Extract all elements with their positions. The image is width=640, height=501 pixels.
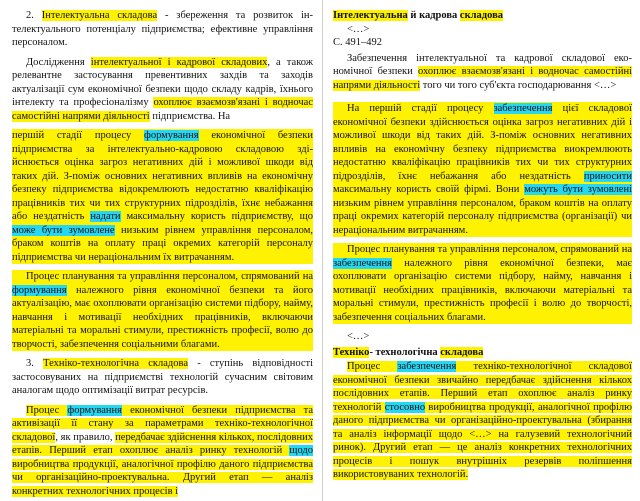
right-heading-1: Інтелектуальна й кадрова складова	[333, 10, 503, 21]
cyan-highlight: забезпечення	[397, 361, 457, 372]
cyan-highlight: формування	[12, 284, 67, 296]
left-paragraph-4: Процес планування та управління персоналом, спрямований на формування належного рівня економічної безпеки та його актуалізацію, має охоплювати організацію системи підбору, найму, навчання і мотивації необхідних працівників, включаючи матеріальні та моральні стимули, престижність професії, волю до творчості, забезпечення соціальними благами.	[12, 271, 313, 350]
left-paragraph-1: 2. Інтелектуальна складова - збереження та розвиток інтелектуального потенціалу підприємства; ефективне управління персоналом.	[12, 10, 314, 48]
cyan-highlight: приносити	[583, 170, 632, 182]
page-reference: С. 491–492	[333, 37, 383, 48]
ellipsis: <…>	[347, 23, 370, 35]
cyan-highlight: стосовно	[384, 401, 426, 413]
right-paragraph-3: Процес планування та управління персоналом, спрямований на забезпечення належного рівня економічної безпеки, має охоплювати організацію системи підбору, найму, навчання і мотивації необхідних працівників, включаючи матеріальні та моральні стимули, престижність професії і волю до творчості, забезпечення соціальних благами.	[333, 244, 632, 323]
cyan-highlight: щодо	[289, 445, 313, 456]
left-paragraph-6: Процес формування економічної безпеки підприємства та активізації її стану за параметрами техніко-технологічної складової, як правило, передбачає здійснення кількох, послідовних етапів. Перший етап охоплює аналіз ринку технологій щодо виробництва продукції, аналогічної профілю даного підприємства чи організаційно-проектувальна. Другий етап — аналіз конкретних технологічних процесів і	[12, 404, 314, 497]
left-paragraph-5: 3. Техніко-технологічна складова - ступінь відповідності застосовуваних на підприємстві технологій сучасним світовим аналогам щодо оптимізації витрат ресурсів.	[12, 358, 313, 396]
cyan-highlight: забезпечення	[333, 257, 392, 269]
highlight: Інтелектуальна складова	[41, 10, 158, 21]
right-paragraph-1: Забезпечення інтелектуальної та кадрової складової економічної безпеки охоплює взаємозв'язані і водночас самостійні напрями діяльності того чи того суб'єкта господарювання <…>	[333, 52, 632, 91]
cyan-highlight: може бути зумовлене	[12, 224, 115, 236]
left-paragraph-2: Дослідження інтелектуальної і кадрової складових, а також релевантне застосування превентивних захдів та заходів актуалізації сум економічної безпеки щодо складу кадрів, їхнього інтелекту та професіоналізму охоплює взаємозв'язані і водночас самостійні напрями діяльності підприємства. На	[12, 56, 313, 122]
right-paragraph-4: Процес забезпечення техніко-технологічної складової економічної безпеки звичайно передбачає здійснення кількох послідовних етапів. Перший етап охоплює аналіз ринку технологій стосовно виробництва продукції, аналогічної профілю даного підприємства чи організаційно-проектувальна (збирання та аналіз інформації щодо <…> на галузевий технологічний ринок). Другий етап — це аналіз конкретних технологічних процесів і пошук внутрішніх резервів поліпшення використовуваних технологій.	[333, 361, 632, 480]
highlight: охоплює взаємозв'язані і водночас самостійні напрями діяльності	[12, 97, 313, 122]
ellipsis: <…>	[347, 331, 370, 342]
left-paragraph-3: першій стадії процесу формування економічної безпеки підприємства за інтелектуально-кадровою складовою здійснюється оцінка загроз негативних дій і можливої шкоди від таких дій. З-поміж основних негативних впливів на економічну безпеку підприємства відокремлюють недостатню кваліфікацію працівників тих чи тих структурних підрозділів, їхнє небажання або нездатність надати максимальну користь підприємству, що може бути зумовлене низьким рівнем управління персоналом, браком коштів на оплату праці окремих категорій персоналу підприємства чи нераціональним їх витрачанням.	[12, 130, 313, 263]
cyan-highlight: формування	[67, 404, 122, 416]
highlight: інтелектуальної і кадрової складових	[90, 56, 268, 68]
column-divider	[322, 0, 323, 501]
right-column	[325, 0, 640, 501]
right-paragraph-2: На першій стадії процесу забезпечення цієї складової економічної безпеки здійснюється оцінка загроз негативних дій і можливої шкоди від таких дій. З-поміж основних негативних впливів на економічну безпеку підприємства виокремлюють недостатню кваліфікацію працівників тих чи тих структурних підрозділів, їхнє небажання або нездатність приносити максимальну користь своїй фірмі. Вони можуть бути зумовлені низьким рівнем управління персоналом, браком коштів на оплату праці окремих категорій персоналу підприємства (організації) чи нераціональним витрачанням.	[333, 103, 633, 236]
highlight: Техніко-технологічна складова	[43, 358, 189, 369]
right-heading-2: Техніко- технологічна складова	[333, 346, 484, 358]
cyan-highlight: можуть бути зумовлені	[524, 184, 633, 195]
cyan-highlight: надати	[90, 211, 121, 222]
cyan-highlight: забезпечення	[493, 103, 553, 114]
highlight: охоплює взаємозв'язані і водночас самостійні напрями діяльності	[333, 66, 632, 91]
cyan-highlight: формування	[144, 130, 199, 141]
